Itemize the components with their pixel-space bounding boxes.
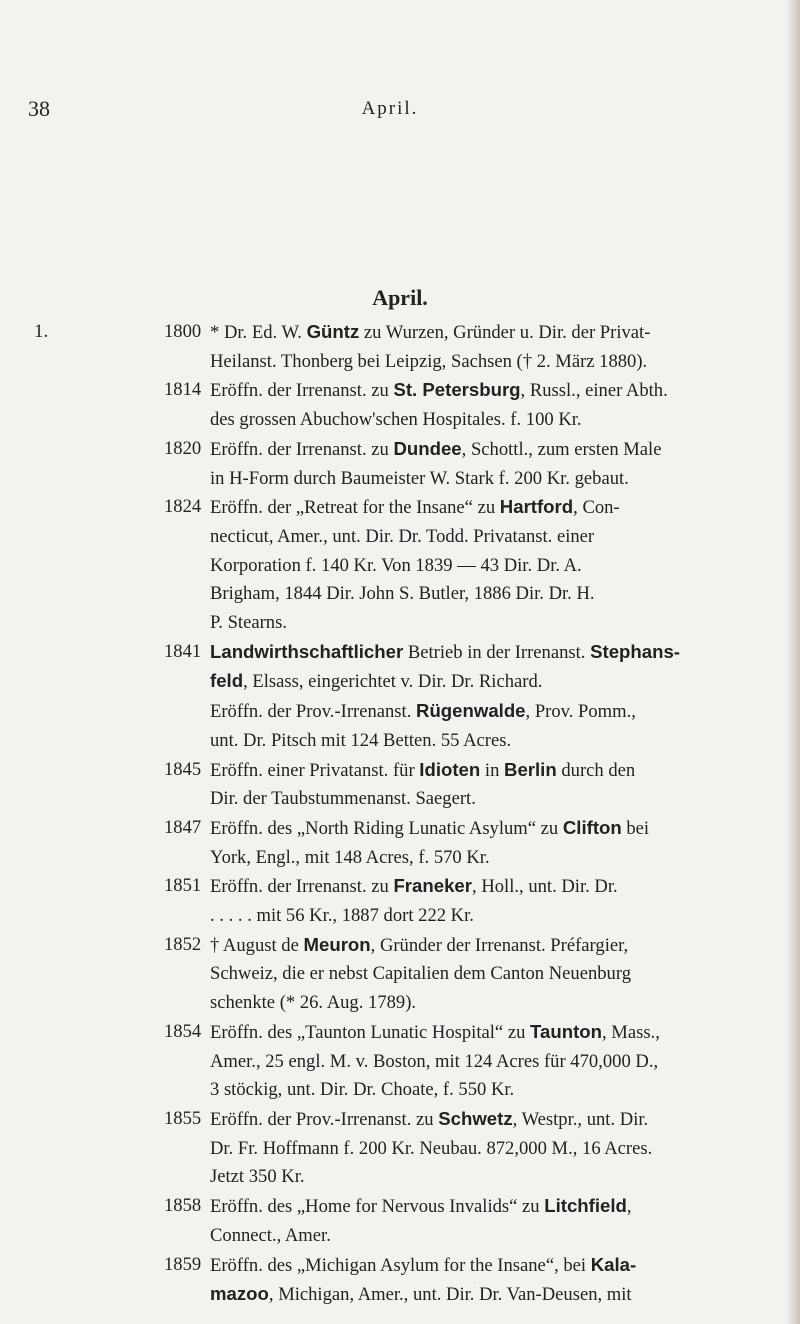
chronicle-entry [34,638,774,756]
entry-text-line: Dir. der Taubstummenanst. Saegert. [210,788,476,810]
chronicle-entry [34,931,774,1018]
emphasized-name: mazoo [210,1283,269,1305]
entries-list [34,318,774,1310]
emphasized-name: Güntz [306,321,360,342]
entry-year: 1851 [164,875,202,897]
chronicle-entry [34,1105,774,1192]
entry-year: 1858 [164,1195,202,1217]
running-head: April. [361,98,419,119]
entry-text-line: unt. Dr. Pitsch mit 124 Betten. 55 Acres. [210,729,512,751]
entry-text-line: schenkte (* 26. Aug. 1789). [210,992,417,1014]
entry-year: 1824 [164,496,202,518]
entry-year: 1847 [164,816,202,838]
page-header [0,96,800,130]
page-number: 38 [28,96,50,121]
emphasized-name: St. Petersburg [393,379,521,401]
entry-year: 1800 [164,321,202,342]
entry-text-line: Korporation f. 140 Kr. Von 1839 — 43 Dir. Dr. A. [210,554,582,576]
entry-text-line: P. Stearns. [210,612,287,634]
entry-text-line: Amer., 25 engl. M. v. Boston, mit 124 Acres für 470,000 D., [210,1050,659,1072]
entry-text-line: . . . . . mit 56 Kr., 1887 dort 222 Kr. [210,905,474,927]
chronicle-entry [34,435,774,493]
emphasized-name: Clifton [562,816,622,838]
entry-text-line: Dr. Fr. Hoffmann f. 200 Kr. Neubau. 872,000 M., 16 Acres. [210,1137,653,1159]
entry-text-line: des grossen Abuchow'schen Hospitales. f. 100 Kr. [210,409,582,431]
emphasized-name: Franeker [393,875,473,897]
emphasized-name: Berlin [504,758,557,780]
entry-year: 1859 [164,1253,202,1275]
entry-text-line: Connect., Amer. [210,1224,331,1246]
emphasized-name: Hartford [499,496,574,518]
entry-text-line: Eröffn. des „Taunton Lunatic Hospital“ zu Taunton, Mass., [210,1020,660,1043]
entry-year: 1855 [164,1107,202,1129]
chronicle-entry [34,376,774,434]
entry-text-line: Schweiz, die er nebst Capitalien dem Canton Neuenburg [210,963,632,985]
chronicle-entry [34,872,774,930]
chronicle-entry [34,1251,774,1310]
entry-year: 1854 [164,1020,202,1042]
entry-text-line: mazoo, Michigan, Amer., unt. Dir. Dr. Van-Deusen, mit [210,1283,632,1306]
entry-text-line: Jetzt 350 Kr. [210,1166,305,1188]
entry-year: 1845 [164,758,202,780]
emphasized-name: Idioten [419,758,481,780]
entry-year: 1841 [164,640,202,662]
emphasized-name: Schwetz [438,1107,513,1129]
chronicle-entry [34,318,774,376]
entry-text-line: Brigham, 1844 Dir. John S. Butler, 1886 Dir. Dr. H. [210,583,595,605]
day-number: 1. [34,321,49,342]
entry-text-line: Eröffn. der Irrenanst. zu Franeker, Holl., unt. Dir. Dr. [210,875,618,898]
entry-text-line: in H-Form durch Baumeister W. Stark f. 200 Kr. gebaut. [210,467,629,489]
entry-text-line: Landwirthschaftlicher Betrieb in der Irrenanst. Stephans- [210,640,680,663]
entry-text-line: Eröffn. des „Michigan Asylum for the Insane“, bei Kala- [210,1253,637,1276]
entry-text-line: † August de Meuron, Gründer der Irrenanst. Préfargier, [210,933,629,956]
page-edge-shadow [786,0,800,1324]
emphasized-name: Dundee [393,437,462,459]
entry-text-line: feld, Elsass, eingerichtet v. Dir. Dr. Richard. [210,670,543,693]
emphasized-name: Taunton [530,1020,602,1042]
entry-text-line: 3 stöckig, unt. Dir. Dr. Choate, f. 550 Kr. [210,1079,515,1101]
entry-year: 1820 [164,437,202,459]
emphasized-name: feld [210,670,244,692]
entry-text-line: Eröffn. der „Retreat for the Insane“ zu Hartford, Con- [210,496,620,519]
entry-text-line: Eröffn. der Prov.-Irrenanst. zu Schwetz, Westpr., unt. Dir. [210,1107,649,1130]
chronicle-entry [34,1018,774,1105]
entry-text-line: Eröffn. des „North Riding Lunatic Asylum“ zu Clifton bei [210,816,650,839]
entry-year: 1852 [164,933,202,955]
entry-text-line: York, Engl., mit 148 Acres, f. 570 Kr. [210,846,490,868]
entry-text-line: Eröffn. der Prov.-Irrenanst. Rügenwalde, Prov. Pomm., [210,700,636,723]
entry-text-line: Eröffn. des „Home for Nervous Invalids“ zu Litchfield, [210,1195,632,1218]
chronicle-entry [34,814,774,872]
emphasized-name: Litchfield [544,1195,627,1217]
entry-year: 1814 [164,379,202,401]
chronicle-entry [34,493,774,638]
entry-text-line: Eröffn. einer Privatanst. für Idioten in Berlin durch den [210,758,636,781]
emphasized-name: Kala- [590,1253,637,1275]
entry-text-line: Eröffn. der Irrenanst. zu Dundee, Schottl., zum ersten Male [210,437,662,460]
section-title: April. [372,285,428,310]
emphasized-name: Meuron [303,933,371,955]
emphasized-name: Landwirthschaftlicher [210,640,404,662]
chronicle-entry [34,756,774,814]
entry-text-line: necticut, Amer., unt. Dir. Dr. Todd. Privatanst. einer [210,525,595,547]
chronicle-entry [34,1192,774,1250]
emphasized-name: Stephans- [590,640,680,662]
emphasized-name: Rügenwalde [416,700,526,722]
entry-text-line: * Dr. Ed. W. Güntz zu Wurzen, Gründer u. Dir. der Privat- [210,321,651,343]
entry-text-line: Eröffn. der Irrenanst. zu St. Petersburg, Russl., einer Abth. [210,379,668,402]
entry-text-line: Heilanst. Thonberg bei Leipzig, Sachsen († 2. März 1880). [210,350,648,372]
